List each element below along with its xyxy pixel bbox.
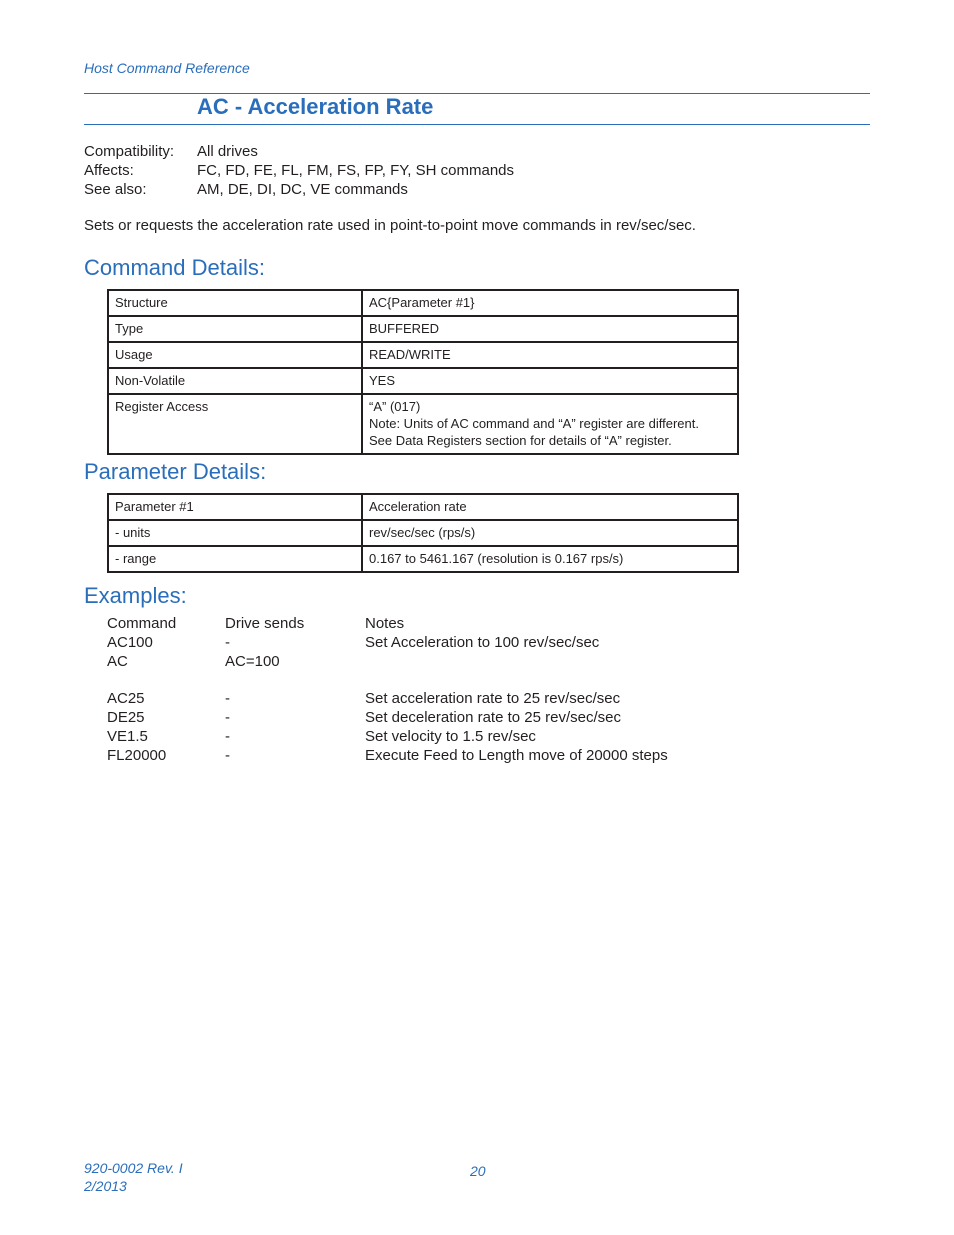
meta-value: FC, FD, FE, FL, FM, FS, FP, FY, SH commands	[197, 162, 514, 179]
page-number: 20	[470, 1163, 486, 1179]
example-row-spacer	[107, 671, 668, 690]
column-header: Command	[107, 615, 177, 632]
table-row	[108, 546, 738, 572]
row-label: Register Access	[108, 394, 362, 454]
example-command: FL20000	[107, 746, 167, 764]
row-label: Non-Volatile	[108, 368, 362, 394]
meta-key: See also:	[84, 181, 147, 198]
example-drive-sends: -	[225, 746, 230, 764]
example-row	[107, 634, 668, 653]
column-header: Drive sends	[225, 615, 305, 632]
page-title: AC - Acceleration Rate	[197, 94, 434, 119]
title-bottom-rule	[84, 124, 870, 125]
meta-value: AM, DE, DI, DC, VE commands	[197, 181, 408, 198]
command-details-heading: Command Details:	[84, 255, 265, 280]
example-command: DE25	[107, 708, 145, 726]
examples-header-row	[107, 615, 668, 634]
example-row	[107, 728, 668, 747]
example-row	[107, 747, 668, 766]
example-row	[107, 653, 668, 672]
example-drive-sends: -	[225, 708, 230, 726]
row-value: rev/sec/sec (rps/s)	[362, 520, 738, 546]
command-description: Sets or requests the acceleration rate used in point-to-point move commands in rev/sec/sec.	[84, 217, 696, 234]
example-command: VE1.5	[107, 727, 148, 745]
example-row	[107, 709, 668, 728]
row-label: Parameter #1	[108, 494, 362, 520]
row-label: Type	[108, 316, 362, 342]
example-command	[107, 671, 225, 690]
running-header: Host Command Reference	[84, 60, 250, 76]
footer-date: 2/2013	[84, 1178, 127, 1194]
examples-heading: Examples:	[84, 583, 187, 608]
row-value: BUFFERED	[362, 316, 738, 342]
example-command: AC100	[107, 633, 153, 651]
example-drive-sends	[225, 671, 365, 690]
row-value: YES	[362, 368, 738, 394]
example-command: AC25	[107, 690, 145, 708]
row-label: - range	[108, 546, 362, 572]
example-drive-sends: AC=100	[225, 652, 280, 670]
example-notes: Execute Feed to Length move of 20000 steps	[365, 746, 668, 764]
register-access-line: Note: Units of AC command and “A” register are different.	[369, 416, 699, 431]
table-row	[108, 494, 738, 520]
table-row	[108, 368, 738, 394]
example-row	[107, 690, 668, 709]
command-details-table	[107, 289, 739, 455]
example-notes: Set velocity to 1.5 rev/sec	[365, 727, 536, 745]
row-label: Structure	[108, 290, 362, 316]
table-row	[108, 520, 738, 546]
example-drive-sends: -	[225, 633, 230, 651]
table-row	[108, 290, 738, 316]
meta-key: Compatibility:	[84, 143, 175, 160]
meta-row-see-also	[84, 180, 514, 199]
footer-doc-info	[84, 1159, 183, 1195]
column-header: Notes	[365, 615, 405, 632]
row-value: AC{Parameter #1}	[362, 290, 738, 316]
example-command: AC	[107, 652, 128, 670]
table-row	[108, 342, 738, 368]
footer-doc-number: 920-0002 Rev. I	[84, 1160, 183, 1176]
register-access-line: “A” (017)	[369, 399, 421, 414]
parameter-details-table	[107, 493, 739, 573]
meta-value: All drives	[197, 143, 258, 160]
table-row	[108, 394, 738, 454]
example-notes: Set acceleration rate to 25 rev/sec/sec	[365, 690, 621, 708]
meta-row-compatibility	[84, 142, 514, 161]
row-label: Usage	[108, 342, 362, 368]
example-notes: Set Acceleration to 100 rev/sec/sec	[365, 633, 600, 651]
meta-list	[84, 142, 514, 199]
meta-key: Affects:	[84, 162, 134, 179]
example-drive-sends: -	[225, 727, 230, 745]
table-row	[108, 316, 738, 342]
examples-list	[107, 615, 668, 765]
row-label: - units	[108, 520, 362, 546]
row-value: Acceleration rate	[362, 494, 738, 520]
parameter-details-heading: Parameter Details:	[84, 459, 267, 484]
example-drive-sends: -	[225, 690, 230, 708]
row-value: READ/WRITE	[362, 342, 738, 368]
row-value: 0.167 to 5461.167 (resolution is 0.167 rps/s)	[362, 546, 738, 572]
register-access-line: See Data Registers section for details of “A” register.	[369, 433, 672, 448]
example-notes: Set deceleration rate to 25 rev/sec/sec	[365, 708, 621, 726]
meta-row-affects	[84, 161, 514, 180]
row-value	[362, 394, 738, 454]
